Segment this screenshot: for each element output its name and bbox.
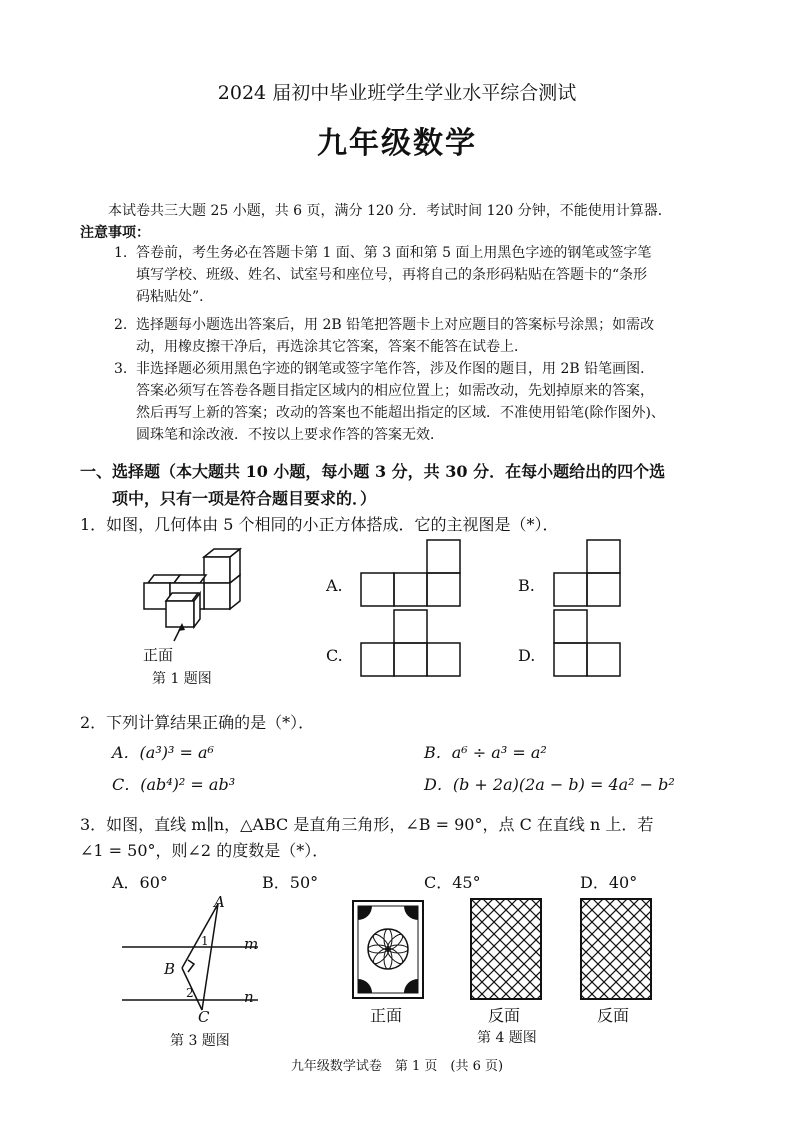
q4-back-card-1: [470, 898, 542, 1002]
q3-label-m: m: [244, 935, 259, 953]
note-line: 非选择题必须用黑色字迹的钢笔或签字笔作答，涉及作图的题目，用 2B 铅笔画图．: [136, 361, 655, 377]
q3-angle-1: 1: [201, 934, 209, 948]
q3-option-d[interactable]: D．40°: [580, 873, 638, 892]
q3-label-n: n: [244, 988, 254, 1006]
section-heading: [80, 458, 720, 512]
q3-angle-2: 2: [186, 986, 194, 1000]
note-line: 答案必须写在答卷各题目指定区域内的相应位置上；如需改动，先划掉原来的答案，: [136, 383, 654, 399]
q3-option-c[interactable]: C．45°: [424, 873, 481, 892]
note-line: 选择题每小题选出答案后，用 2B 铅笔把答题卡上对应题目的答案标号涂黑；如需改: [136, 317, 655, 333]
q2-option-c[interactable]: C．(ab⁴)² = ab³: [112, 775, 236, 794]
exam-intro: 本试卷共三大题 25 小题，共 6 页，满分 120 分．考试时间 120 分钟，不能使用计算器．: [108, 203, 672, 219]
q1-caption: 第 1 题图: [152, 671, 212, 687]
q3-label-b: B: [164, 960, 176, 978]
q3-caption: 第 3 题图: [170, 1033, 230, 1049]
q3-option-b[interactable]: B．50°: [262, 873, 319, 892]
q1-option-d-figure: [553, 608, 623, 678]
note-3: [116, 358, 716, 446]
note-line: 答卷前，考生务必在答题卡第 1 面、第 3 面和第 5 面上用黑色字迹的钢笔或签字笔: [136, 245, 652, 261]
note-line: 然后再写上新的答案；改动的答案也不能超出指定的区域．不准使用铅笔(除作图外)、: [136, 405, 665, 421]
exam-title: 2024 届初中毕业班学生学业水平综合测试: [217, 82, 577, 104]
note-line: 填写学校、班级、姓名、试室号和座位号，再将自己的条形码粘贴在答题卡的“条形: [136, 267, 648, 283]
q2-option-b[interactable]: B．a⁶ ÷ a³ = a²: [424, 743, 547, 762]
question-1-text: 1．如图，几何体由 5 个相同的小正方体搭成．它的主视图是（*）．: [80, 515, 559, 534]
note-line: 圆珠笔和涂改液．不按以上要求作答的答案无效．: [136, 427, 444, 443]
q1-option-b-figure: [553, 538, 623, 608]
note-1: [116, 242, 716, 308]
q4-back-label-2: 反面: [597, 1006, 630, 1025]
q1-option-c-figure: [360, 608, 460, 678]
q4-front-label: 正面: [370, 1006, 403, 1025]
q4-caption: 第 4 题图: [477, 1030, 537, 1046]
question-3-line-1: 3．如图，直线 m∥n，△ABC 是直角三角形，∠B = 90°，点 C 在直线 n 上．若: [80, 815, 654, 834]
q3-label-c: C: [198, 1008, 210, 1026]
subject-title: 九年级数学: [317, 126, 477, 161]
q1-option-b[interactable]: B.: [518, 576, 535, 595]
q2-option-a[interactable]: A．(a³)³ = a⁶: [112, 743, 214, 762]
note-line: 码粘贴处”．: [136, 289, 214, 305]
question-2-text: 2．下列计算结果正确的是（*）．: [80, 713, 315, 732]
note-number: 2.: [114, 317, 128, 333]
q1-option-a-figure: [360, 538, 460, 608]
q1-option-a[interactable]: A.: [326, 576, 343, 595]
question-3-line-2: ∠1 = 50°，则∠2 的度数是（*）．: [80, 841, 329, 860]
q4-back-label-1: 反面: [488, 1006, 521, 1025]
q1-option-c[interactable]: C.: [326, 646, 343, 665]
note-number: 3.: [114, 361, 128, 377]
note-line: 动，用橡皮擦干净后，再选涂其它答案，答案不能答在试卷上．: [136, 339, 528, 355]
note-number: 1.: [114, 245, 128, 261]
q2-option-d[interactable]: D．(b + 2a)(2a − b) = 4a² − b²: [424, 775, 675, 794]
section-line-1: 一、选择题（本大题共 10 小题，每小题 3 分，共 30 分．在每小题给出的四个选: [80, 462, 666, 481]
q4-back-card-2: [580, 898, 652, 1002]
notes-title: 注意事项：: [80, 225, 150, 241]
note-2: [116, 314, 716, 358]
q3-option-a[interactable]: A．60°: [112, 873, 168, 892]
q1-option-d[interactable]: D.: [518, 646, 536, 665]
q1-solid-figure: [140, 545, 250, 650]
q1-front-label: 正面: [143, 646, 174, 664]
q3-label-a: A: [214, 893, 225, 911]
q4-front-card: [352, 900, 424, 1000]
section-line-2: 项中，只有一项是符合题目要求的．）: [112, 489, 377, 508]
page-footer: 九年级数学试卷 第 1 页 (共 6 页): [290, 1059, 504, 1074]
